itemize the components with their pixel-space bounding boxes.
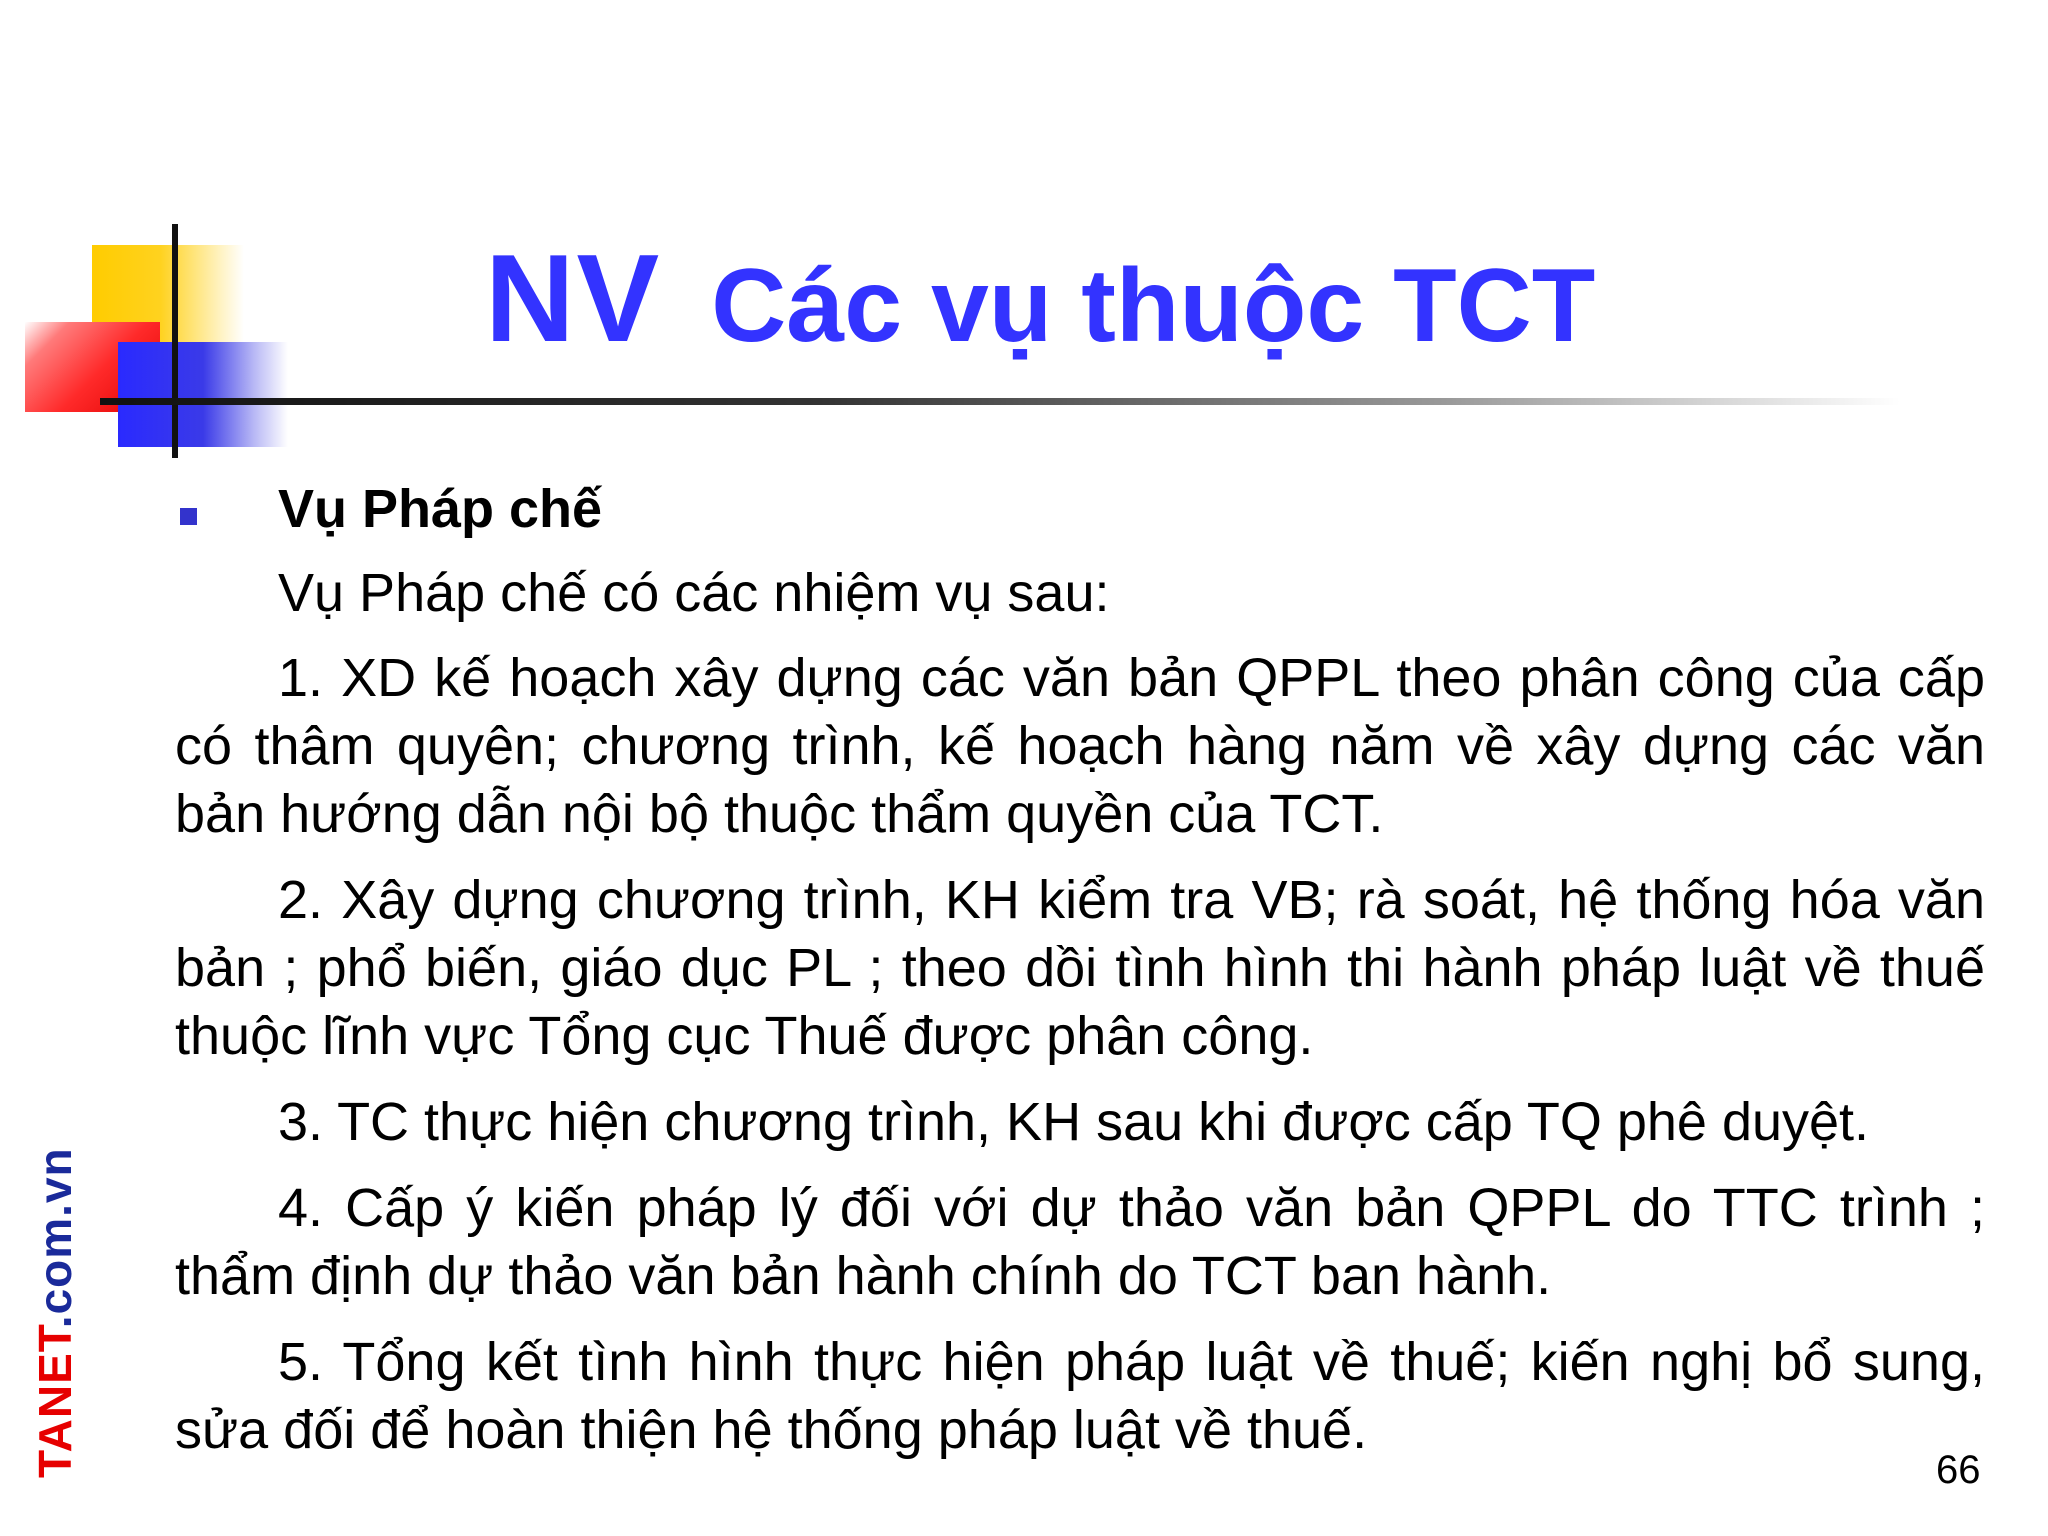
section-intro: Vụ Pháp chế có các nhiệm vụ sau:: [278, 563, 1110, 623]
slide-title: [485, 228, 1596, 368]
page-number: 66: [1936, 1448, 1981, 1492]
tanet-watermark: [29, 1147, 81, 1478]
task-item-3: 3. TC thực hiện chương trình, KH sau khi được cấp TQ phê duyệt.: [278, 1092, 1870, 1152]
watermark-domain: .com.vn: [29, 1147, 81, 1329]
bullet-square-icon: [180, 508, 197, 525]
task-item-1: 1. XD kế hoạch xây dựng các văn bản QPPL theo phân công của cấp có thâm quyên; chương trình, kế hoạch hàng năm về xây dựng các văn bản hướng dẫn nội bộ thuộc thẩm quyền của TCT.: [175, 648, 1985, 844]
title-underline: [100, 398, 1900, 405]
watermark-brand: TANET: [29, 1328, 81, 1478]
task-item-5: 5. Tổng kết tình hình thực hiện pháp luật về thuế; kiến nghị bổ sung, sửa đối để hoàn thiện hệ thống pháp luật về thuế.: [175, 1332, 1985, 1460]
title-text: Các vụ thuộc TCT: [711, 248, 1596, 364]
task-item-4: 4. Cấp ý kiến pháp lý đối với dự thảo văn bản QPPL do TTC trình ; thẩm định dự thảo văn bản hành chính do TCT ban hành.: [175, 1178, 1985, 1306]
title-prefix: NV: [485, 230, 662, 368]
decor-vertical-line: [172, 224, 178, 458]
section-heading: Vụ Pháp chế: [278, 479, 603, 539]
task-item-2: 2. Xây dựng chương trình, KH kiểm tra VB; rà soát, hệ thống hóa văn bản ; phổ biến, giáo dục PL ; theo dồi tình hình thi hành pháp luật về thuế thuộc lĩnh vực Tổng cục Thuế được phân công.: [175, 870, 1985, 1066]
decor-blue-square: [118, 342, 288, 447]
